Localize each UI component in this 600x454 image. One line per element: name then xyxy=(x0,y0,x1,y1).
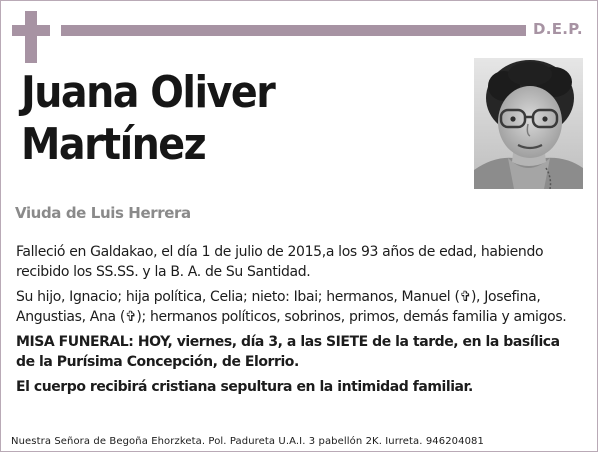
deceased-name-line-1: Juana Oliver xyxy=(21,67,275,118)
deceased-photo xyxy=(474,58,583,189)
deceased-name xyxy=(21,67,274,171)
funeral-mass-paragraph: MISA FUNERAL: HOY, viernes, día 3, a las SIETE de la tarde, en la basílica de la Purísima Concepción, de Elorrio. xyxy=(16,334,560,370)
portrait-image xyxy=(474,58,583,189)
cross-icon-horizontal xyxy=(12,25,50,36)
burial-paragraph: El cuerpo recibirá cristiana sepultura en la intimidad familiar. xyxy=(16,379,473,395)
obituary-body xyxy=(16,242,581,402)
header-divider-bar xyxy=(61,25,526,36)
family-paragraph: Su hijo, Ignacio; hija política, Celia; nieto: Ibai; hermanos, Manuel (✞), Josefina, Angustias, Ana (✞); hermanos políticos, sobrinos, primos, demás familia y amigos. xyxy=(16,289,567,325)
deceased-name-line-2: Martínez xyxy=(21,119,206,170)
cross-icon-vertical xyxy=(25,11,37,63)
dep-label: D.E.P. xyxy=(533,20,583,38)
funeral-home-footer: Nuestra Señora de Begoña Ehorzketa. Pol. Padureta U.A.I. 3 pabellón 2K. Iurreta. 946204081 xyxy=(11,436,484,447)
death-details-paragraph: Falleció en Galdakao, el día 1 de julio de 2015,a los 93 años de edad, habiendo recibido los SS.SS. y la B. A. de Su Santidad. xyxy=(16,244,544,280)
widow-of-subtitle: Viuda de Luis Herrera xyxy=(15,204,191,222)
